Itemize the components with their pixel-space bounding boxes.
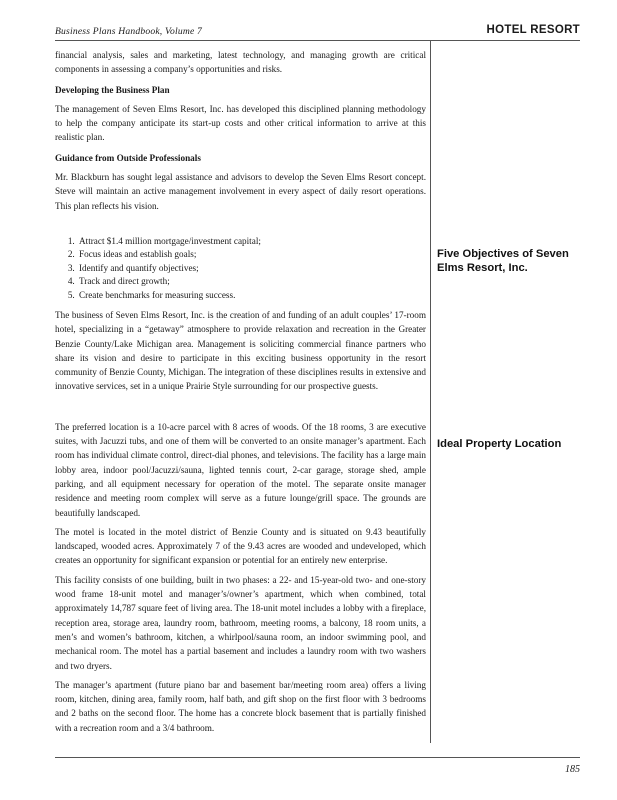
developing-plan-heading: Developing the Business Plan — [55, 84, 170, 95]
objective-item: 2. Focus ideas and establish goals; — [77, 248, 426, 261]
column-divider — [430, 40, 431, 743]
objective-item: 3. Identify and quantify objectives; — [77, 262, 426, 275]
location-paragraph: The preferred location is a 10-acre parcel with 8 acres of woods. Of the 18 rooms, 3 are executive suites, with Jacuzzi tubs, and one of them will be converted to an onsite manager’s apartment. Each room has individual climate control, direct-dial phones, and televisions. The facility has a large main lobby area, indoor pool/Jacuzzi/sauna, lighted tennis court, 2-car garage, storage shed, ample parking, and all equipment necessary for operation of the motel. The separate onsite manager residence and meeting room complex will serve as a future lounge/grill space. The grounds are beautifully landscaped. — [55, 421, 426, 518]
developing-plan-paragraph: The management of Seven Elms Resort, Inc. has developed this disciplined planning methodology to help the company anticipate its start-up costs and other critical information to arrive at this realistic plan. — [55, 103, 426, 143]
objectives-sidebar-heading: Five Objectives of Seven Elms Resort, Inc. — [437, 248, 569, 274]
intro-continuation-paragraph: financial analysis, sales and marketing, latest technology, and managing growth are critical components in assessing a company’s opportunities and risks. — [55, 50, 426, 75]
business-paragraph: The business of Seven Elms Resort, Inc. is the creation of and funding of an adult couples’ 17-room hotel, specializing in a “getaway” atmosphere to provide relaxation and recreation in the Greater Benzie County/Lake Michigan area. Management is soliciting commercial finance partners who share its vision and desire to participate in this exciting business opportunity in the resort community of Benzie County, Michigan. The integration of these disciplines results in extensive and innovative services, set in a unique Prairie Style surrounding for our prospective guests. — [55, 310, 426, 392]
guidance-paragraph: Mr. Blackburn has sought legal assistance and advisors to develop the Seven Elms Resort concept. Steve will maintain an active management involvement in every aspect of daily resort operations. This plan reflects his vision. — [55, 172, 426, 211]
footer-rule — [55, 757, 580, 758]
apartment-paragraph: The manager’s apartment (future piano bar and basement bar/meeting room area) offers a living room, kitchen, dining area, family room, half bath, and gift shop on the first floor with 3 bedrooms and 2 baths on the second floor. The home has a concrete block basement that is partially finished with a recreation room and a 3/4 bathroom. — [55, 679, 426, 733]
district-paragraph: The motel is located in the motel district of Benzie County and is situated on 9.43 beautifully landscaped, wooded acres. Approximately 7 of the 9.43 acres are wooded and undeveloped, which creates an opportunity for significant expansion or potential for an entirely new enterprise. — [55, 526, 426, 566]
objective-item: 4. Track and direct growth; — [77, 275, 426, 288]
book-title: Business Plans Handbook, Volume 7 — [55, 26, 203, 37]
main-column — [55, 48, 426, 735]
objective-item: 1. Attract $1.4 million mortgage/investment capital; — [77, 235, 426, 248]
page-number: 185 — [565, 764, 580, 775]
objective-item: 5. Create benchmarks for measuring success. — [77, 289, 426, 302]
header-rule — [55, 40, 580, 41]
page-header — [55, 20, 580, 40]
objectives-list — [55, 235, 426, 302]
location-sidebar-heading: Ideal Property Location — [437, 438, 562, 450]
facility-paragraph: This facility consists of one building, built in two phases: a 22- and 15-year-old two- and one-story wood frame 18-unit motel and manager’s/owner’s apartment, which when combined, total approximately 14,787 square feet of living area. The 18-unit motel includes a lobby with a fireplace, reception area, storage area, laundry room, bathroom, meeting rooms, a balcony, 18 room units, a men’s and women’s bathroom, kitchen, a whirlpool/sauna room, an indoor swimming pool, and mechanical room. The motel has a partial basement and includes a laundry room with two washers and two dryers. — [55, 574, 426, 671]
section-title: HOTEL RESORT — [486, 24, 580, 36]
guidance-heading: Guidance from Outside Professionals — [55, 152, 201, 163]
